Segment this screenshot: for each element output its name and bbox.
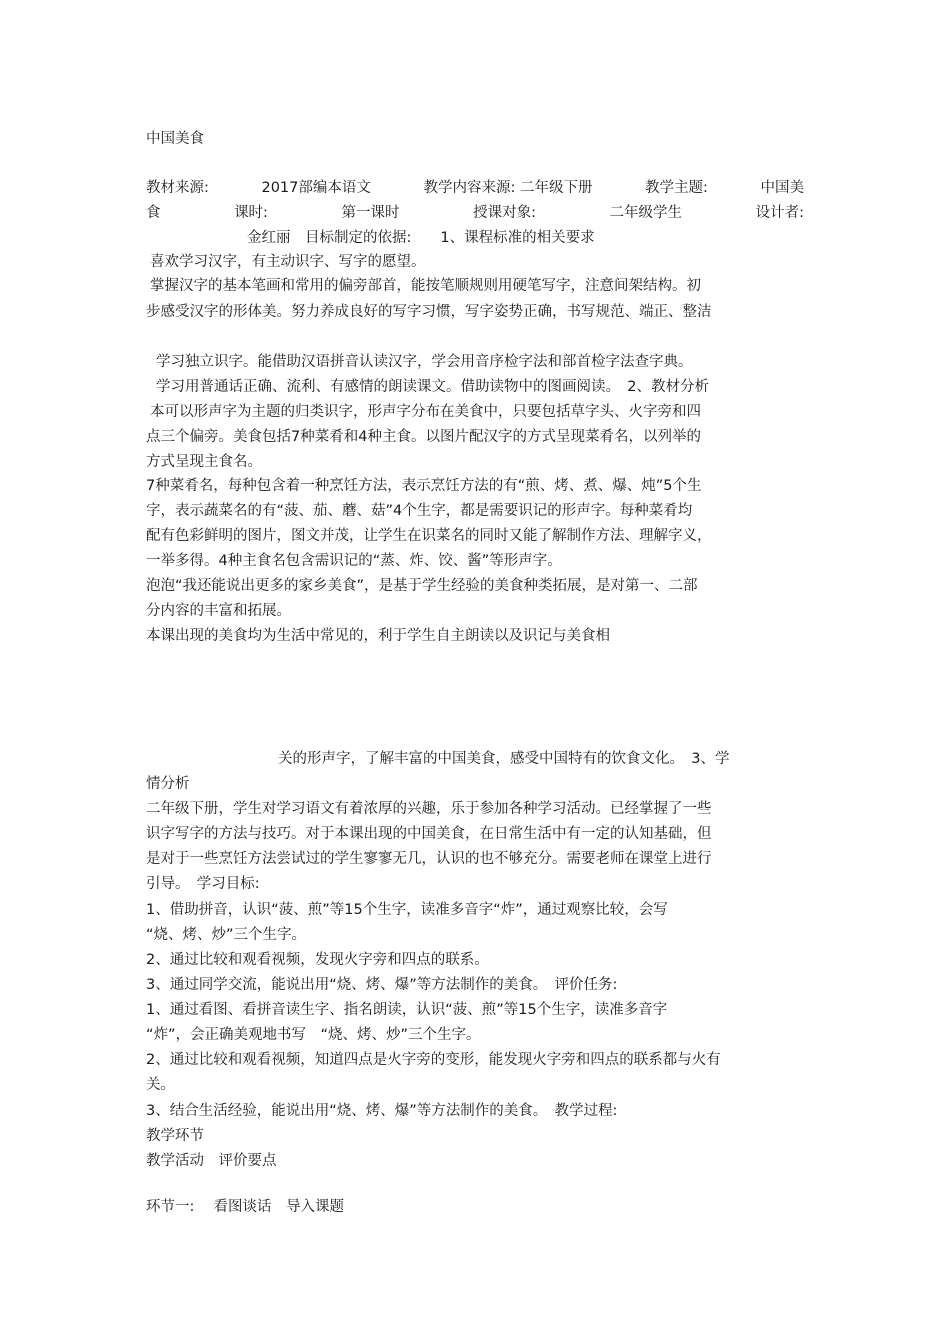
meta-designer-label: 设计者: [755,205,804,221]
para-line: 点三个偏旁。美食包括7种菜肴和4种主食。以图片配汉字的方式呈现菜肴名，以列举的 [146,429,701,445]
para-line: “烧、烤、炒”三个生字。 [146,927,307,943]
para-line: 1、借助拼音，认识“菠、煎”等15个生字，读准多音字“炸”，通过观察比较，会写 [146,902,668,918]
para-line: 教学环节 [146,1128,204,1144]
doc-title: 中国美食 [146,131,204,147]
para-line: 掌握汉字的基本笔画和常用的偏旁部首，能按笔顺规则用硬笔写字，注意间架结构。初 [150,278,701,294]
para-line: 学习用普通话正确、流利、有感情的朗读课文。借助读物中的图画阅读。 2、教材分析 [156,379,709,395]
para-line: 一举多得。4种主食名包含需识记的“蒸、炸、饺、酱”等形声字。 [146,553,562,569]
para-line: 1、通过看图、看拼音读生字、指名朗读，认识“菠、煎”等15个生字，读准多音字 [146,1002,668,1018]
meta-row-2 [146,202,804,224]
para-line: 关的形声字，了解丰富的中国美食，感受中国特有的饮食文化。 3、学 [278,751,730,767]
para-line: 步感受汉字的形体美。努力养成良好的写字习惯，写字姿势正确，书写规范、端正、整洁 [146,304,712,320]
para-line: 本可以形声字为主题的归类识字，形声字分布在美食中，只要包括草字头、火字旁和四 [150,404,701,420]
meta-theme-value: 中国美 [760,180,804,196]
para-line: 二年级下册，学生对学习语文有着浓厚的兴趣，乐于参加各种学习活动。已经掌握了一些 [146,801,712,817]
para-line: 3、通过同学交流，能说出用“烧、烤、爆”等方法制作的美食。 评价任务: [146,977,618,993]
para-line: 环节一: 看图谈话 导入课题 [146,1199,344,1215]
meta-audience-label: 授课对象: [473,205,536,221]
para-line: 识字写字的方法与技巧。对于本课出现的中国美食，在日常生活中有一定的认知基础，但 [146,826,712,842]
para-line: 情分析 [146,776,190,792]
meta-row-1 [146,177,804,199]
para-line: 关。 [146,1077,175,1093]
meta-row-3: 金红丽 目标制定的依据: 1、课程标准的相关要求 [247,230,595,246]
para-line: 是对于一些烹饪方法尝试过的学生寥寥无几，认识的也不够充分。需要老师在课堂上进行 [146,851,712,867]
para-line: 喜欢学习汉字，有主动识字、写字的愿望。 [150,254,426,270]
para-line: 方式呈现主食名。 [146,454,262,470]
meta-audience-value: 二年级学生 [609,205,683,221]
para-line: 2、通过比较和观看视频，知道四点是火字旁的变形，能发现火字旁和四点的联系都与火有 [146,1052,721,1068]
para-line: “炸”，会正确美观地书写 “烧、烤、炒”三个生字。 [146,1027,481,1043]
meta-source-value: 2017部编本语文 [261,180,371,196]
para-line: 泡泡“我还能说出更多的家乡美食”，是基于学生经验的美食种类拓展，是对第一、二部 [146,578,698,594]
para-line: 分内容的丰富和拓展。 [146,603,291,619]
para-line: 字，表示蔬菜名的有“菠、茄、蘑、菇”4个生字，都是需要识记的形声字。每种菜肴均 [146,503,693,519]
para-line: 引导。 学习目标: [146,876,260,892]
meta-theme-label: 教学主题: [645,180,708,196]
para-line: 学习独立识字。能借助汉语拼音认读汉字，学会用音序检字法和部首检字法查字典。 [156,354,693,370]
meta-lesson-label: 课时: [234,205,268,221]
meta-source-label: 教材来源: [146,180,209,196]
para-line: 教学活动 评价要点 [146,1153,277,1169]
meta-theme-value-cont: 食 [146,205,161,221]
meta-content-source: 教学内容来源: 二年级下册 [423,180,593,196]
para-line: 配有色彩鲜明的图片，图文并茂，让学生在识菜名的同时又能了解制作方法、理解字义， [146,528,712,544]
para-line: 7种菜肴名，每种包含着一种烹饪方法，表示烹饪方法的有“煎、烤、煮、爆、炖”5个生 [146,478,702,494]
meta-lesson-value: 第一课时 [341,205,400,221]
para-line: 3、结合生活经验，能说出用“烧、烤、爆”等方法制作的美食。 教学过程: [146,1103,618,1119]
para-line: 本课出现的美食均为生活中常见的，利于学生自主朗读以及识记与美食相 [146,628,610,644]
para-line: 2、通过比较和观看视频，发现火字旁和四点的联系。 [146,952,489,968]
